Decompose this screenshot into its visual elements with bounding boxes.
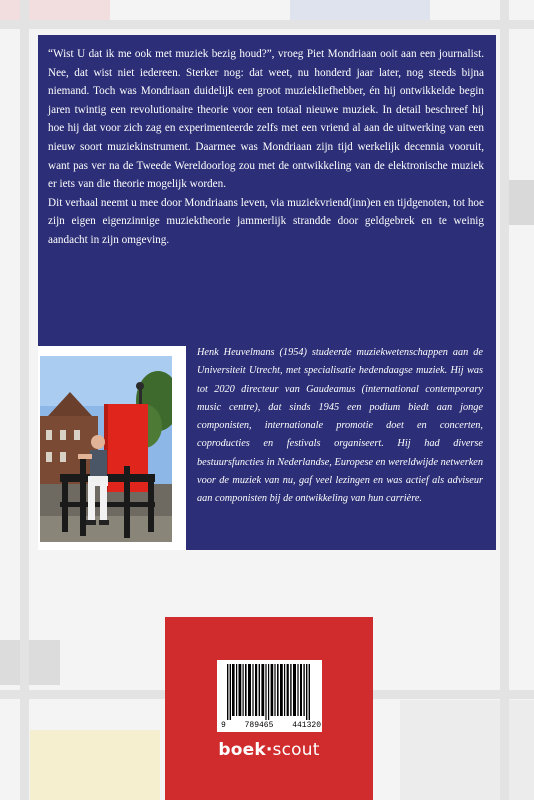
bg-block-yellow-bottom (30, 730, 160, 800)
bg-block-blue-top (290, 0, 430, 22)
isbn-right-digits: 441320 (292, 721, 321, 730)
author-photo-illustration (40, 356, 172, 542)
book-blurb (48, 45, 484, 250)
publisher-logo (165, 740, 373, 760)
author-bio (197, 344, 483, 509)
bg-block-red-top-left (0, 0, 110, 22)
publisher-logo-separator: · (265, 740, 273, 760)
isbn-left-digits: 789465 (244, 721, 274, 730)
barcode-bars (217, 660, 322, 720)
blurb-paragraph-1: “Wist U dat ik me ook met muziek bezig houd?”, vroeg Piet Mondriaan ooit aan een journalist. Nee, dat wist niet iedereen. Sterker nog: dat weet, nu honderd jaar later, nog steeds bijna niemand. Toch was Mondriaan duidelijk een groot muziekliefhebber, én hij ontwikkelde begin jaren twintig een revolutionaire theorie voor een totaal nieuwe muziek. In detail beschreef hij hoe hij dat voor zich zag en experimenteerde zelfs met een vriend al aan de uitwerking van een nieuw soort muziekinstrument. Daarmee was Mondriaan zijn tijd werkelijk decennia vooruit, want pas ver na de Tweede Wereldoorlog zou met de ontwikkeling van de elektronische muziek er iets van die theorie mogelijk worden. (48, 48, 484, 191)
blurb-paragraph-2: Dit verhaal neemt u mee door Mondriaans leven, via muziekvriend(inn)en en tijdgenoten, tot hoe zijn eigen eigenzinnige muziektheorie jammerlijk strandde door geldgebrek en te weinig aandacht in zijn omgeving. (48, 196, 484, 246)
author-bio-text: Henk Heuvelmans (1954) studeerde muziekwetenschappen aan de Universiteit Utrecht, met specialisatie hedendaagse muziek. Hij was tot 2020 directeur van Gaudeamus (international contemporary music centre), dat sinds 1945 een podium biedt aan jonge componisten, internationale promotie doet en concerten, coproducties en festivals organiseert. Hij had diverse bestuursfuncties in Nederlandse, Europese en wereldwijde netwerken voor de muziek van nu, gaf veel lezingen en was actief als adviseur aan componisten bij de ontwikkeling van hun carrière. (197, 347, 483, 505)
author-photo (40, 356, 172, 542)
publisher-logo-part-2: scout (272, 740, 320, 760)
isbn-digits (221, 720, 321, 732)
bg-block-grey-bottom-right (400, 700, 534, 800)
bg-line (0, 20, 534, 29)
bg-line (20, 0, 29, 800)
isbn-first-digit: 9 (221, 721, 226, 730)
bg-line (500, 0, 509, 800)
publisher-logo-part-1: boek (218, 740, 266, 760)
bg-block-grey-left (0, 640, 60, 685)
